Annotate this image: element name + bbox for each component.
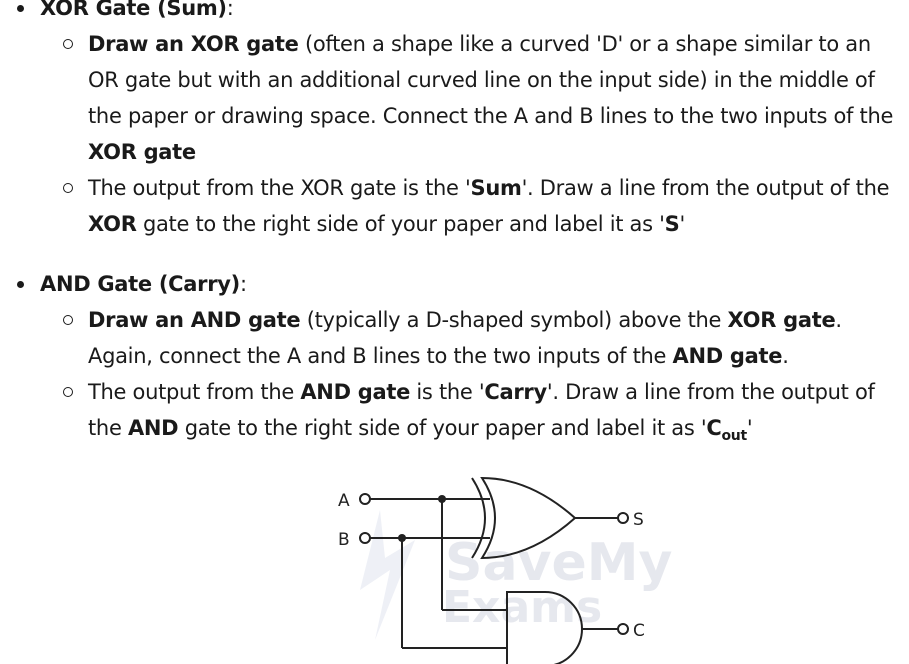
input-a-terminal [360, 494, 370, 504]
input-b-terminal [360, 533, 370, 543]
and-step-output: The output from the AND gate is the 'Carry'. Draw a line from the output of the AND gate to the right side of your paper and label it as '$C_{out}$' [40, 374, 909, 454]
junction-a [438, 495, 446, 503]
and-steps [40, 302, 909, 454]
output-s-terminal [618, 513, 628, 523]
and-gate-item: AND Gate (Carry): Draw an AND gate (typically a D-shaped symbol) above the XOR gate. Again, connect the A and B lines to the two inputs of the AND gate. The output from the AND gate is the 'Carry'. Draw a line from the output of the AND gate to the right side of your paper and label it as '$C_{out}$' [0, 266, 909, 454]
input-a-label: A [338, 491, 350, 511]
svg-text:Exams: Exams [442, 582, 603, 633]
output-s-label: S [633, 510, 644, 530]
xor-heading: XOR Gate (Sum) [40, 0, 227, 20]
xor-step-output: The output from the XOR gate is the 'Sum'. Draw a line from the output of the XOR gate to the right side of your paper and label it as 'S' [40, 170, 909, 242]
junction-b [398, 534, 406, 542]
input-b-label: B [338, 530, 350, 550]
half-adder-diagram [320, 470, 680, 664]
xor-gate-item: XOR Gate (Sum): Draw an XOR gate (often a shape like a curved 'D' or a shape similar to an OR gate but with an additional curved line on the input side) in the middle of the paper or drawing space. Connect the A and B lines to the two inputs of the XOR gate The output from the XOR gate is the 'Sum'. Draw a line from the output of the XOR gate to the right side of your paper and label it as 'S' [0, 0, 909, 242]
output-c-terminal [618, 624, 628, 634]
svg-text:SaveMy: SaveMy [445, 533, 673, 593]
watermark [360, 510, 672, 640]
output-c-label: C [633, 621, 645, 641]
xor-step-draw: Draw an XOR gate (often a shape like a curved 'D' or a shape similar to an OR gate but with an additional curved line on the input side) in the middle of the paper or drawing space. Connect the A and B lines to the two inputs of the XOR gate [40, 26, 909, 170]
and-heading: AND Gate (Carry) [40, 272, 240, 296]
and-step-draw: Draw an AND gate (typically a D-shaped symbol) above the XOR gate. Again, connect the A and B lines to the two inputs of the AND gate. [40, 302, 909, 374]
xor-steps [40, 26, 909, 242]
